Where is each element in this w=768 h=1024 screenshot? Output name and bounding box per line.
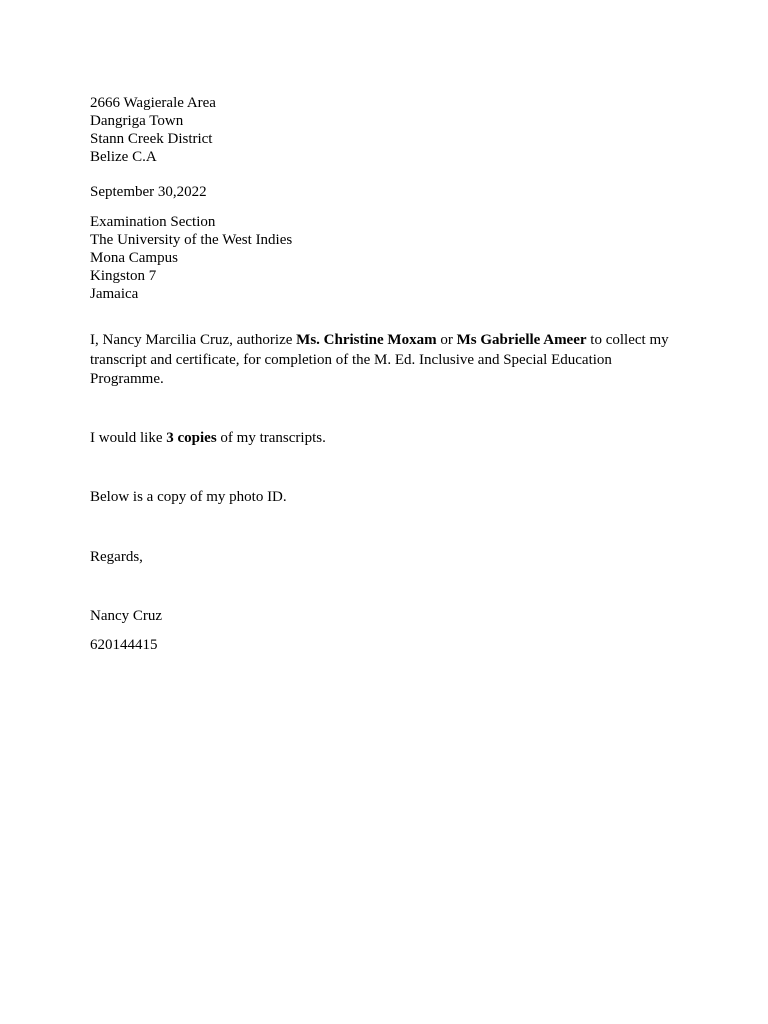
photo-id-note [90,488,690,506]
date-text: September 30,2022 [90,184,207,200]
authorization-connector: or [436,332,457,348]
authorized-person-1: Ms. Christine Moxam [296,332,437,348]
sender-address-line: Belize C.A [90,149,157,165]
authorization-rest: to collect my [586,332,669,348]
recipient-address [90,213,690,303]
copies-request [90,429,690,447]
id-number [90,636,690,654]
recipient-address-line: Examination Section [90,214,216,230]
copies-count: 3 copies [166,430,217,446]
sender-address-line: Stann Creek District [90,131,213,147]
paragraph-line [90,331,690,351]
authorization-paragraph [90,331,690,390]
sender-address-line: 2666 Wagierale Area [90,95,216,111]
authorization-intro: I, Nancy Marcilia Cruz, authorize [90,332,297,348]
recipient-address-line: Mona Campus [90,250,178,266]
id-number-text: 620144415 [90,637,158,653]
closing [90,548,690,566]
recipient-address-line: Jamaica [90,286,139,302]
paragraph-line: Programme. [90,371,164,387]
paragraph-line: transcript and certificate, for completion of the M. Ed. Inclusive and Special Education [90,351,612,368]
sender-address [90,94,690,166]
sender-address-line: Dangriga Town [90,113,184,129]
copies-prefix: I would like [90,430,167,446]
copies-suffix: of my transcripts. [216,430,326,446]
signature-name [90,607,690,625]
authorized-person-2: Ms Gabrielle Ameer [456,332,587,348]
recipient-address-line: The University of the West Indies [90,232,293,248]
copies-line [90,429,690,447]
letter-date [90,183,690,201]
closing-text: Regards, [90,549,143,565]
recipient-address-line: Kingston 7 [90,268,157,284]
photo-id-text: Below is a copy of my photo ID. [90,489,287,505]
signature-name-text: Nancy Cruz [90,608,163,624]
